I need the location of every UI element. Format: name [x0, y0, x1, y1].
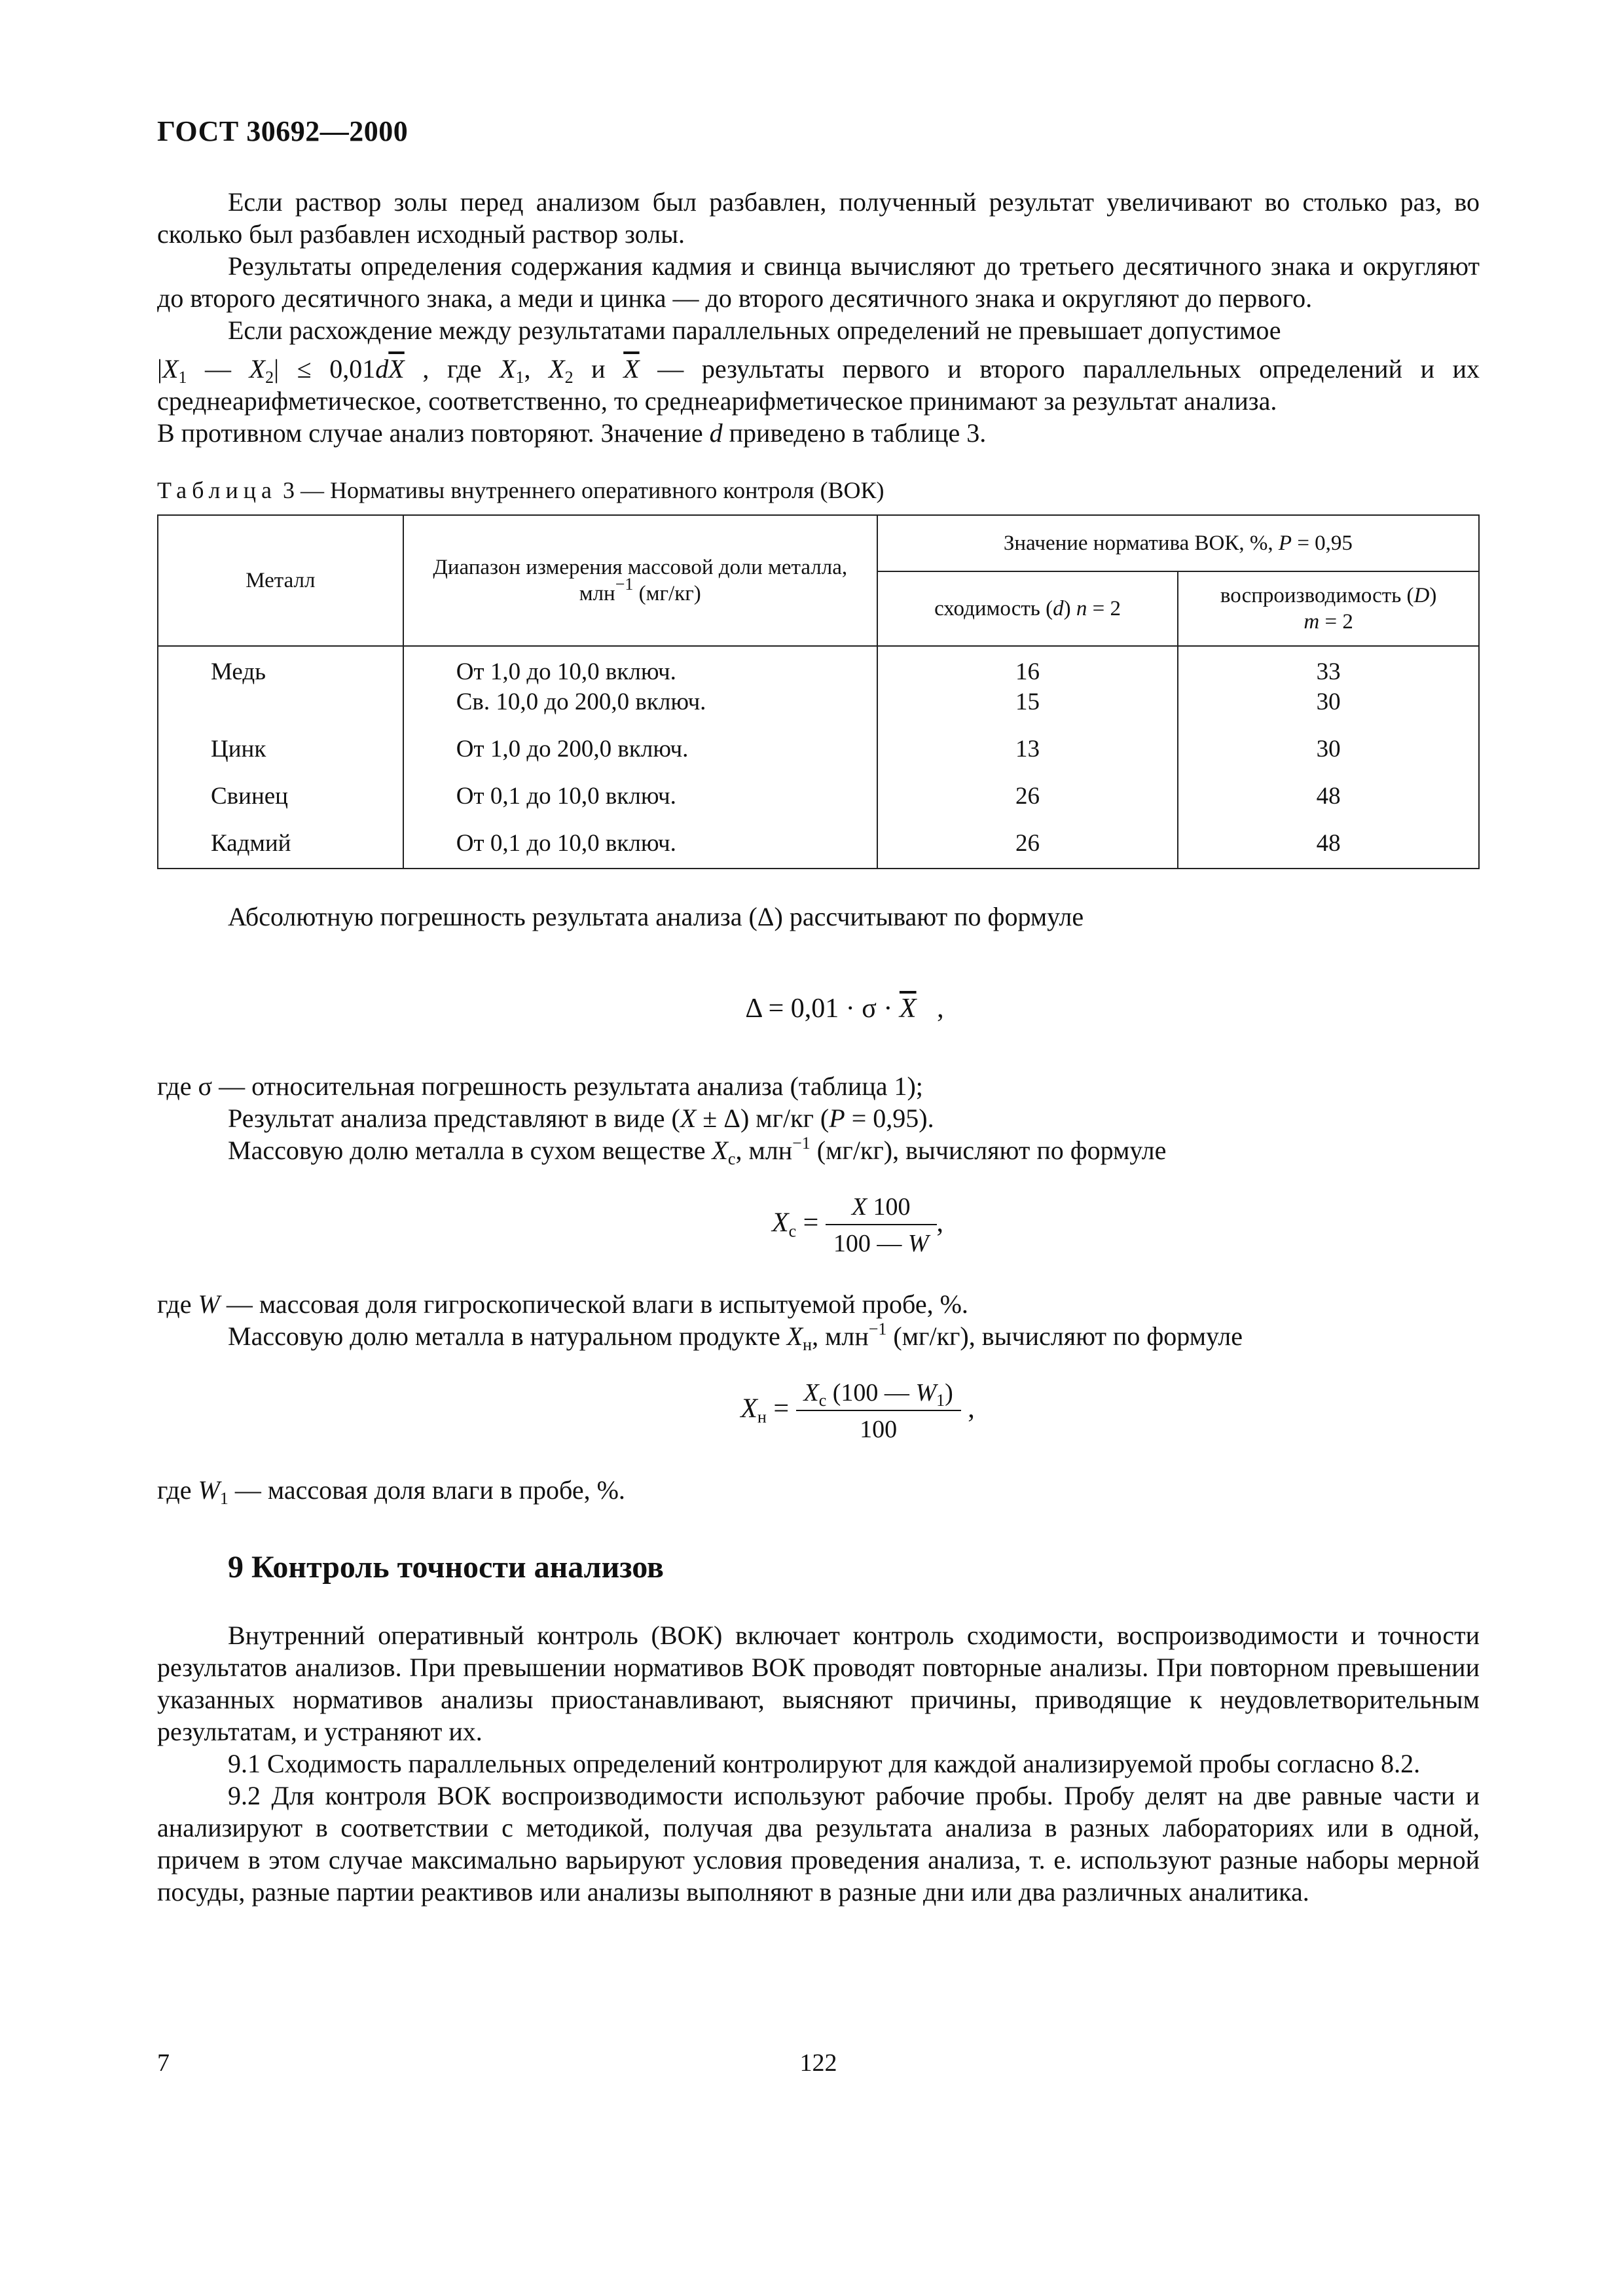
paragraph-vok: Внутренний оперативный контроль (ВОК) включает контроль сходимости, воспроизводимости и точности результатов анализов. При превышении нормативов ВОК проводят повторные анализы. При повторном превышении указанных нормативов анализы приостанавливают, выясняют причины, приводящие к неудовлетворительным результатам, и устраняют их. [157, 1621, 1480, 1746]
cell-convergence: 16 15 [877, 646, 1178, 717]
paragraph-dry-matter: Массовую долю металла в сухом веществе $X_с$, млн$^{-1}$ (мг/кг), вычисляют по формуле [228, 1134, 1167, 1168]
page-number: 7 [157, 2049, 170, 2077]
section-9-title: 9 Контроль точности анализов [228, 1550, 664, 1585]
paragraph-where-sigma: где σ — относительная погрешность результата анализа (таблица 1); [157, 1071, 923, 1101]
cell-reproducibility: 33 30 [1178, 646, 1479, 717]
header-metal: Металл [158, 515, 403, 646]
footer-number: 122 [799, 2049, 837, 2077]
paragraph-where-w: где W — массовая доля гигроскопической влаги в испытуемой пробе, %. [157, 1289, 968, 1319]
cell-reproducibility: 48 [1178, 812, 1479, 869]
fraction: $\frac{X 100}{100 — W}$ [826, 1193, 937, 1258]
fraction: $\frac{X_с (100 — W_1)}{100}$ [796, 1378, 961, 1444]
paragraph-dilution: Если раствор золы перед анализом был разбавлен, полученный результат увеличивают во столько раз, во сколько был разбавлен исходный раствор золы. [157, 187, 1480, 249]
table-3-vok-norms [157, 514, 1480, 869]
header-range: Диапазон измерения массовой доли металла, млн$^{-1}$ (мг/кг) [403, 515, 877, 646]
table-caption: Таблица 3 — Нормативы внутреннего оперативного контроля (ВОК) [157, 477, 884, 503]
formula-abs-error: $\Delta = 0,01 \cdot \sigma \cdot \overline{X}$ , [745, 994, 944, 1024]
cell-convergence: 13 [877, 717, 1178, 764]
table-row [158, 764, 1479, 812]
cell-metal: Свинец [158, 764, 403, 812]
cell-range: От 0,1 до 10,0 включ. [403, 812, 877, 869]
cell-convergence: 26 [877, 764, 1178, 812]
paragraph-discrepancy-cont: $|X_1$ — $X_2| \le 0,01d\overline{X}$ , где $X_1$, $X_2$ и $\overline{X}$ — результаты первого и второго параллельных определений и их среднеарифметическое, соответственно, то среднеарифметическое принимают за результат анализа. [157, 354, 1480, 416]
cell-reproducibility: 48 [1178, 764, 1479, 812]
table-row [158, 717, 1479, 764]
formula-dry-matter: $X_с$ = $\frac{X 100}{100 — W}$ , [771, 1193, 944, 1257]
document-header: ГОСТ 30692—2000 [157, 115, 409, 147]
cell-range: От 1,0 до 10,0 включ. Св. 10,0 до 200,0 включ. [403, 646, 877, 717]
table-row [158, 646, 1479, 717]
cell-reproducibility: 30 [1178, 717, 1479, 764]
paragraph-discrepancy: Если расхождение между результатами параллельных определений не превышает допустимое [228, 315, 1281, 345]
paragraph-abs-error: Абсолютную погрешность результата анализа (Δ) рассчитывают по формуле [228, 902, 1084, 931]
paragraph-9-2: 9.2 Для контроля ВОК воспроизводимости используют рабочие пробы. Пробу делят на две равные части и анализируют в соответствии с методикой, получая два результата анализа в разных лабораториях или в одной, причем в этом случае максимально варьируют условия проведения анализа, т. е. используют разные наборы мерной посуды, разные партии реактивов или анализы выполняют в разные дни или два различных аналитика. [157, 1781, 1480, 1907]
paragraph-9-1: 9.1 Сходимость параллельных определений контролируют для каждой анализируемой пробы согласно 8.2. [228, 1749, 1421, 1778]
cell-metal: Кадмий [158, 812, 403, 869]
paragraph-natural-product: Массовую долю металла в натуральном продукте $X_н$, млн$^{-1}$ (мг/кг), вычисляют по формуле [228, 1319, 1243, 1354]
header-reproducibility: воспроизводимость (D) m = 2 [1178, 571, 1479, 646]
paragraph-result-format: Результат анализа представляют в виде (X ± Δ) мг/кг (P = 0,95). [228, 1103, 934, 1133]
table-row [158, 812, 1479, 869]
cell-range: От 0,1 до 10,0 включ. [403, 764, 877, 812]
header-convergence: сходимость (d) n = 2 [877, 571, 1178, 646]
formula-natural-product: $X_н$ = $\frac{X_с (100 — W_1)}{100}$ , [740, 1379, 975, 1443]
cell-metal: Медь [158, 646, 403, 717]
paragraph-repeat: В противном случае анализ повторяют. Значение d приведено в таблице 3. [157, 418, 987, 448]
document-page [157, 115, 1480, 1908]
header-norm-value: Значение норматива ВОК, %, P = 0,95 [877, 515, 1479, 571]
cell-metal: Цинк [158, 717, 403, 764]
cell-range: От 1,0 до 200,0 включ. [403, 717, 877, 764]
paragraph-where-w1: где $W_1$ — массовая доля влаги в пробе, %. [157, 1475, 625, 1508]
cell-convergence: 26 [877, 812, 1178, 869]
paragraph-rounding: Результаты определения содержания кадмия и свинца вычисляют до третьего десятичного знака и округляют до второго десятичного знака, а меди и цинка — до второго десятичного знака и округляют до первого. [157, 251, 1480, 313]
